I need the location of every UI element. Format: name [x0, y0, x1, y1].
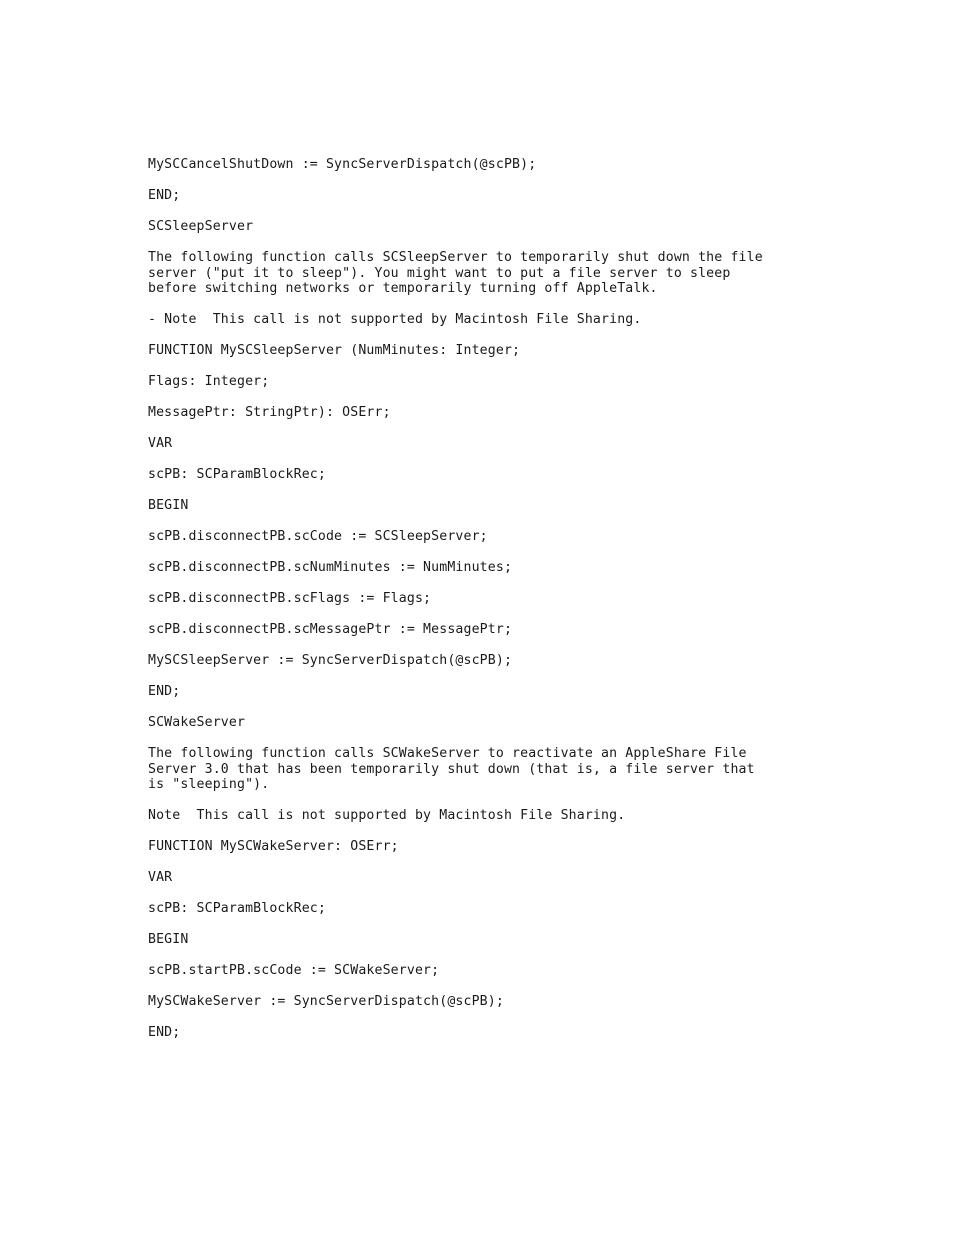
code-line: MySCWakeServer := SyncServerDispatch(@scPB); [148, 994, 504, 1009]
note-line: - Note This call is not supported by Macintosh File Sharing. [148, 312, 642, 327]
code-line: FUNCTION MySCSleepServer (NumMinutes: Integer; [148, 343, 521, 358]
code-line: scPB.disconnectPB.scNumMinutes := NumMinutes; [148, 560, 513, 575]
paragraph-line: The following function calls SCWakeServer to reactivate an AppleShare File [148, 746, 747, 761]
code-line: FUNCTION MySCWakeServer: OSErr; [148, 839, 399, 854]
code-line: MessagePtr: StringPtr): OSErr; [148, 405, 391, 420]
code-line: END; [148, 188, 181, 203]
code-line: scPB.disconnectPB.scFlags := Flags; [148, 591, 432, 606]
paragraph-line: before switching networks or temporarily turning off AppleTalk. [148, 281, 658, 296]
code-line: END; [148, 1025, 181, 1040]
code-line: scPB.disconnectPB.scCode := SCSleepServer; [148, 529, 488, 544]
paragraph-line: The following function calls SCSleepServer to temporarily shut down the file [148, 250, 763, 265]
section-heading-scwakeserver: SCWakeServer [148, 715, 246, 730]
section-heading-scsleepserver: SCSleepServer [148, 219, 254, 234]
code-line: VAR [148, 870, 173, 885]
code-line: END; [148, 684, 181, 699]
code-line: VAR [148, 436, 173, 451]
document-body [148, 157, 868, 1056]
description-paragraph-wake [148, 746, 868, 793]
code-line: BEGIN [148, 932, 189, 947]
code-line: scPB: SCParamBlockRec; [148, 467, 326, 482]
description-paragraph-sleep [148, 250, 868, 297]
paragraph-line: server ("put it to sleep"). You might want to put a file server to sleep [148, 265, 731, 281]
code-line: BEGIN [148, 498, 189, 513]
code-line: Flags: Integer; [148, 374, 270, 389]
paragraph-line: Server 3.0 that has been temporarily shut down (that is, a file server that [148, 761, 755, 777]
code-line: scPB.disconnectPB.scMessagePtr := MessagePtr; [148, 622, 513, 637]
note-line: Note This call is not supported by Macintosh File Sharing. [148, 808, 626, 823]
code-line: MySCCancelShutDown := SyncServerDispatch(@scPB); [148, 157, 537, 172]
paragraph-line: is "sleeping"). [148, 777, 270, 792]
code-line: MySCSleepServer := SyncServerDispatch(@scPB); [148, 653, 513, 668]
code-line: scPB.startPB.scCode := SCWakeServer; [148, 963, 440, 978]
code-line: scPB: SCParamBlockRec; [148, 901, 326, 916]
